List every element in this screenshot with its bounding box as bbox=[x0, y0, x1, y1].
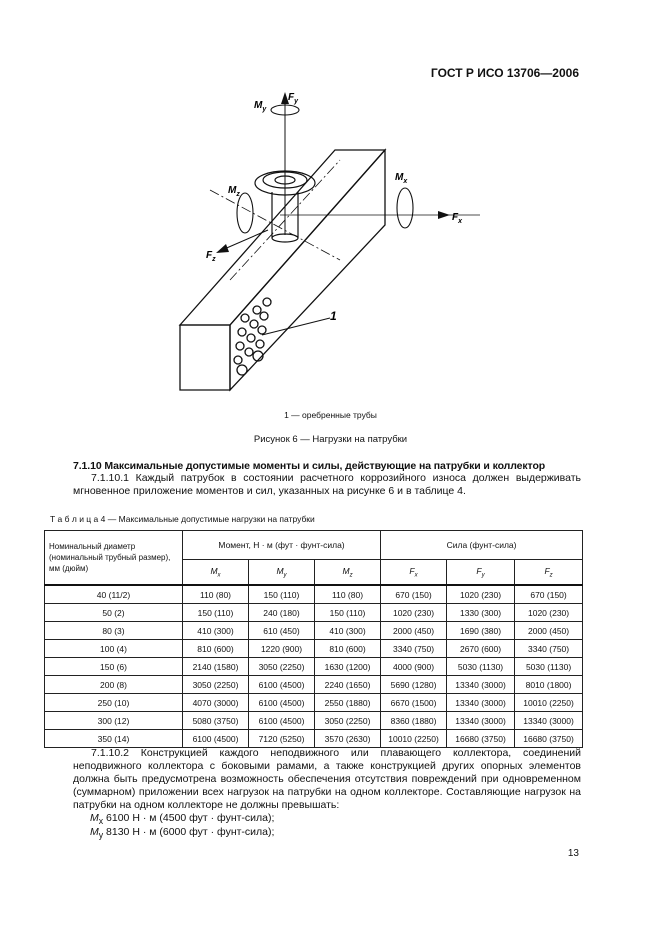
table-cell: 80 (3) bbox=[45, 622, 183, 640]
limit-mx: $M_x$ 6100 Н · м (4500 фут · фунт-сила); bbox=[90, 812, 275, 827]
table-cell: 1630 (1200) bbox=[315, 658, 381, 676]
table-cell: 6100 (4500) bbox=[183, 730, 249, 748]
table-cell: 6100 (4500) bbox=[249, 676, 315, 694]
table-cell: 1020 (230) bbox=[515, 604, 583, 622]
col-header-fy: $F_y$ bbox=[447, 560, 515, 586]
label-my: $M_y$ bbox=[254, 100, 267, 113]
table-cell: 150 (110) bbox=[183, 604, 249, 622]
label-fx: $F_x$ bbox=[452, 212, 463, 225]
table-cell: 670 (150) bbox=[381, 585, 447, 604]
col-header-fx: $F_x$ bbox=[381, 560, 447, 586]
table-cell: 13340 (3000) bbox=[447, 712, 515, 730]
table-cell: 5030 (1130) bbox=[515, 658, 583, 676]
table-cell: 300 (12) bbox=[45, 712, 183, 730]
table-cell: 5080 (3750) bbox=[183, 712, 249, 730]
nozzle-loads-figure bbox=[150, 80, 490, 405]
table-cell: 5030 (1130) bbox=[447, 658, 515, 676]
table-cell: 410 (300) bbox=[315, 622, 381, 640]
col-group-force: Сила (фунт-сила) bbox=[381, 531, 583, 560]
table-cell: 6100 (4500) bbox=[249, 694, 315, 712]
table-cell: 10010 (2250) bbox=[515, 694, 583, 712]
table-cell: 3340 (750) bbox=[515, 640, 583, 658]
table-cell: 8360 (1880) bbox=[381, 712, 447, 730]
label-fz: $F_z$ bbox=[206, 250, 216, 263]
paragraph-7-1-10-2: 7.1.10.2 Конструкцией каждого неподвижного или плавающего коллектора, соединений неподвижного коллектора с боковыми рамами, а также конструкцией других опорных элементов должна быть предусмотрена возможность обеспечения отсутствия повреждений при одновременном (суммарном) приложении всех нагрузок на патрубки на одном коллекторе. Составляющие нагрузок на патрубки на одном коллекторе не должны превышать: bbox=[73, 747, 581, 811]
table-cell: 40 (11/2) bbox=[45, 585, 183, 604]
table-cell: 2140 (1580) bbox=[183, 658, 249, 676]
col-header-mz: $M_z$ bbox=[315, 560, 381, 586]
table-cell: 13340 (3000) bbox=[515, 712, 583, 730]
table-cell: 1020 (230) bbox=[447, 585, 515, 604]
paragraph-7-1-10-1: 7.1.10.1 Каждый патрубок в состоянии расчетного коррозийного износа должен выдерживать мгновенное приложение моментов и сил, указанных на рисунке 6 и в таблице 4. bbox=[73, 472, 581, 497]
table-cell: 3050 (2250) bbox=[315, 712, 381, 730]
header-box-drawing bbox=[180, 150, 385, 390]
table-row bbox=[45, 676, 583, 694]
table-row bbox=[45, 622, 583, 640]
table-cell: 2670 (600) bbox=[447, 640, 515, 658]
table-cell: 150 (110) bbox=[249, 585, 315, 604]
table-cell: 2000 (450) bbox=[381, 622, 447, 640]
table-cell: 670 (150) bbox=[515, 585, 583, 604]
table-cell: 350 (14) bbox=[45, 730, 183, 748]
table-cell: 250 (10) bbox=[45, 694, 183, 712]
table-cell: 810 (600) bbox=[315, 640, 381, 658]
label-mx: $M_x$ bbox=[395, 172, 408, 185]
table-caption: Т а б л и ц а 4 — Максимальные допустимые нагрузки на патрубки bbox=[50, 514, 315, 524]
table-cell: 13340 (3000) bbox=[447, 676, 515, 694]
table-cell: 410 (300) bbox=[183, 622, 249, 640]
finned-tubes-drawing bbox=[234, 298, 271, 375]
table-cell: 2000 (450) bbox=[515, 622, 583, 640]
table-cell: 4000 (900) bbox=[381, 658, 447, 676]
table-cell: 2240 (1650) bbox=[315, 676, 381, 694]
table-cell: 4070 (3000) bbox=[183, 694, 249, 712]
table-cell: 200 (8) bbox=[45, 676, 183, 694]
table-cell: 16680 (3750) bbox=[447, 730, 515, 748]
table-cell: 3050 (2250) bbox=[183, 676, 249, 694]
table-cell: 150 (110) bbox=[315, 604, 381, 622]
table-row bbox=[45, 604, 583, 622]
label-mz: $M_z$ bbox=[228, 185, 240, 198]
section-title: 7.1.10 Максимальные допустимые моменты и силы, действующие на патрубки и коллектор bbox=[73, 460, 546, 472]
callout-1: 1 bbox=[330, 309, 337, 323]
table-cell: 110 (80) bbox=[183, 585, 249, 604]
table-cell: 1330 (300) bbox=[447, 604, 515, 622]
table-cell: 240 (180) bbox=[249, 604, 315, 622]
table-cell: 5690 (1280) bbox=[381, 676, 447, 694]
table-cell: 6670 (1500) bbox=[381, 694, 447, 712]
table-cell: 3340 (750) bbox=[381, 640, 447, 658]
page-number: 13 bbox=[567, 848, 579, 859]
table-cell: 3570 (2630) bbox=[315, 730, 381, 748]
col-header-mx: $M_x$ bbox=[183, 560, 249, 586]
table-cell: 2550 (1880) bbox=[315, 694, 381, 712]
table-cell: 1690 (380) bbox=[447, 622, 515, 640]
figure-legend: 1 — оребренные трубы bbox=[284, 410, 377, 420]
table-cell: 50 (2) bbox=[45, 604, 183, 622]
table-cell: 6100 (4500) bbox=[249, 712, 315, 730]
table-row bbox=[45, 712, 583, 730]
table-cell: 10010 (2250) bbox=[381, 730, 447, 748]
figure-caption: Рисунок 6 — Нагрузки на патрубки bbox=[253, 434, 408, 445]
table-cell: 16680 (3750) bbox=[515, 730, 583, 748]
label-fy: $F_y$ bbox=[288, 92, 299, 105]
col-header-my: $M_y$ bbox=[249, 560, 315, 586]
table-row bbox=[45, 730, 583, 748]
table-cell: 1220 (900) bbox=[249, 640, 315, 658]
col-header-diameter: Номинальный диаметр (номинальный трубный размер), мм (дюйм) bbox=[45, 531, 183, 586]
table-cell: 3050 (2250) bbox=[249, 658, 315, 676]
table-cell: 810 (600) bbox=[183, 640, 249, 658]
table-cell: 8010 (1800) bbox=[515, 676, 583, 694]
limit-my: $M_y$ 8130 Н · м (6000 фут · фунт-сила); bbox=[90, 826, 275, 841]
table-cell: 13340 (3000) bbox=[447, 694, 515, 712]
document-header: ГОСТ Р ИСО 13706—2006 bbox=[430, 66, 579, 80]
col-group-moment: Момент, Н · м (фут · фунт-сила) bbox=[183, 531, 381, 560]
table-cell: 610 (450) bbox=[249, 622, 315, 640]
table-row bbox=[45, 640, 583, 658]
table-cell: 100 (4) bbox=[45, 640, 183, 658]
table-cell: 110 (80) bbox=[315, 585, 381, 604]
table-cell: 150 (6) bbox=[45, 658, 183, 676]
col-header-fz: $F_z$ bbox=[515, 560, 583, 586]
table-row bbox=[45, 658, 583, 676]
table-row bbox=[45, 585, 583, 604]
table-row bbox=[45, 694, 583, 712]
table-cell: 1020 (230) bbox=[381, 604, 447, 622]
table-cell: 7120 (5250) bbox=[249, 730, 315, 748]
loads-table bbox=[44, 530, 583, 748]
